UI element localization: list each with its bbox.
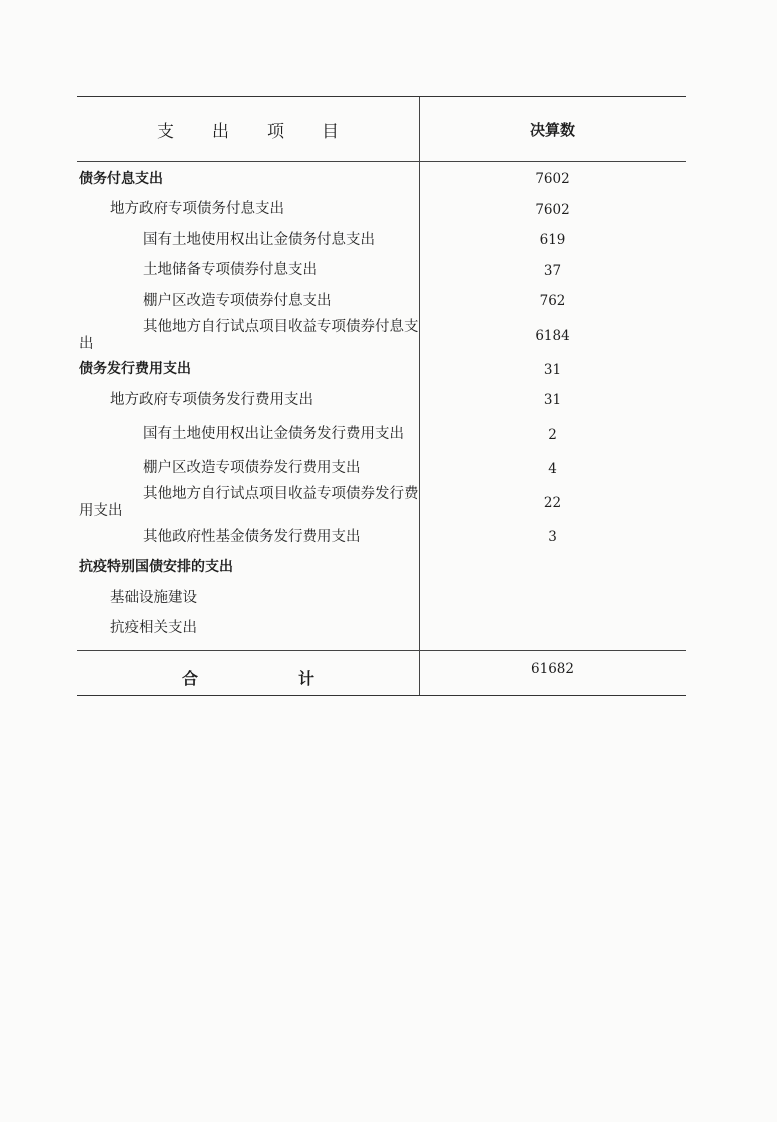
table-body — [77, 162, 686, 644]
row-label: 地方政府专项债务发行费用支出 — [110, 391, 313, 408]
row-value: 619 — [539, 232, 566, 249]
table-row — [77, 256, 686, 287]
row-value: 22 — [543, 495, 562, 511]
header-amount: 决算数 — [529, 120, 575, 139]
row-label: 地方政府专项债务付息支出 — [110, 201, 284, 218]
row-label: 棚户区改造专项债券付息支出 — [143, 292, 332, 309]
table-row — [77, 553, 686, 584]
table-header — [77, 97, 686, 162]
table-row — [77, 454, 686, 485]
row-label: 债务付息支出 — [79, 170, 163, 187]
table-row — [77, 484, 686, 522]
table-row — [77, 317, 686, 355]
expenditure-table — [77, 96, 686, 696]
table-row — [77, 164, 686, 195]
row-label: 其他政府性基金债务发行费用支出 — [143, 528, 361, 545]
row-label: 棚户区改造专项债券发行费用支出 — [143, 460, 361, 477]
row-value: 4 — [548, 460, 557, 477]
table-row — [77, 416, 686, 454]
row-value: 31 — [543, 392, 562, 409]
table-row — [77, 385, 686, 416]
row-label: 抗疫特别国债安排的支出 — [79, 559, 233, 576]
row-label: 土地储备专项债券付息支出 — [143, 262, 317, 279]
row-value: 3 — [548, 529, 557, 546]
total-row — [77, 650, 686, 695]
row-value: 7602 — [535, 201, 570, 218]
row-label: 国有土地使用权出让金债务付息支出 — [143, 231, 375, 248]
table-row — [77, 286, 686, 317]
row-value: 7602 — [535, 171, 570, 188]
table-row — [77, 225, 686, 256]
total-label: 合计 — [181, 669, 414, 688]
table-row — [77, 195, 686, 226]
total-value: 61682 — [531, 661, 574, 677]
row-value: 762 — [539, 293, 566, 310]
table-row — [77, 583, 686, 614]
row-value: 31 — [543, 361, 562, 378]
row-label: 其他地方自行试点项目收益专项债券发行费用支出 — [79, 486, 419, 519]
table-row — [77, 614, 686, 645]
row-value: 2 — [548, 426, 557, 443]
row-label: 债务发行费用支出 — [79, 361, 191, 378]
row-value: 6184 — [535, 327, 570, 344]
table-row — [77, 355, 686, 386]
row-label: 抗疫相关支出 — [110, 620, 197, 637]
row-label: 其他地方自行试点项目收益专项债券付息支出 — [79, 318, 419, 352]
row-value: 37 — [543, 262, 562, 279]
row-label: 基础设施建设 — [110, 589, 197, 606]
table-row — [77, 522, 686, 553]
row-label: 国有土地使用权出让金债务发行费用支出 — [143, 426, 404, 442]
header-item: 支出项目 — [157, 121, 377, 142]
